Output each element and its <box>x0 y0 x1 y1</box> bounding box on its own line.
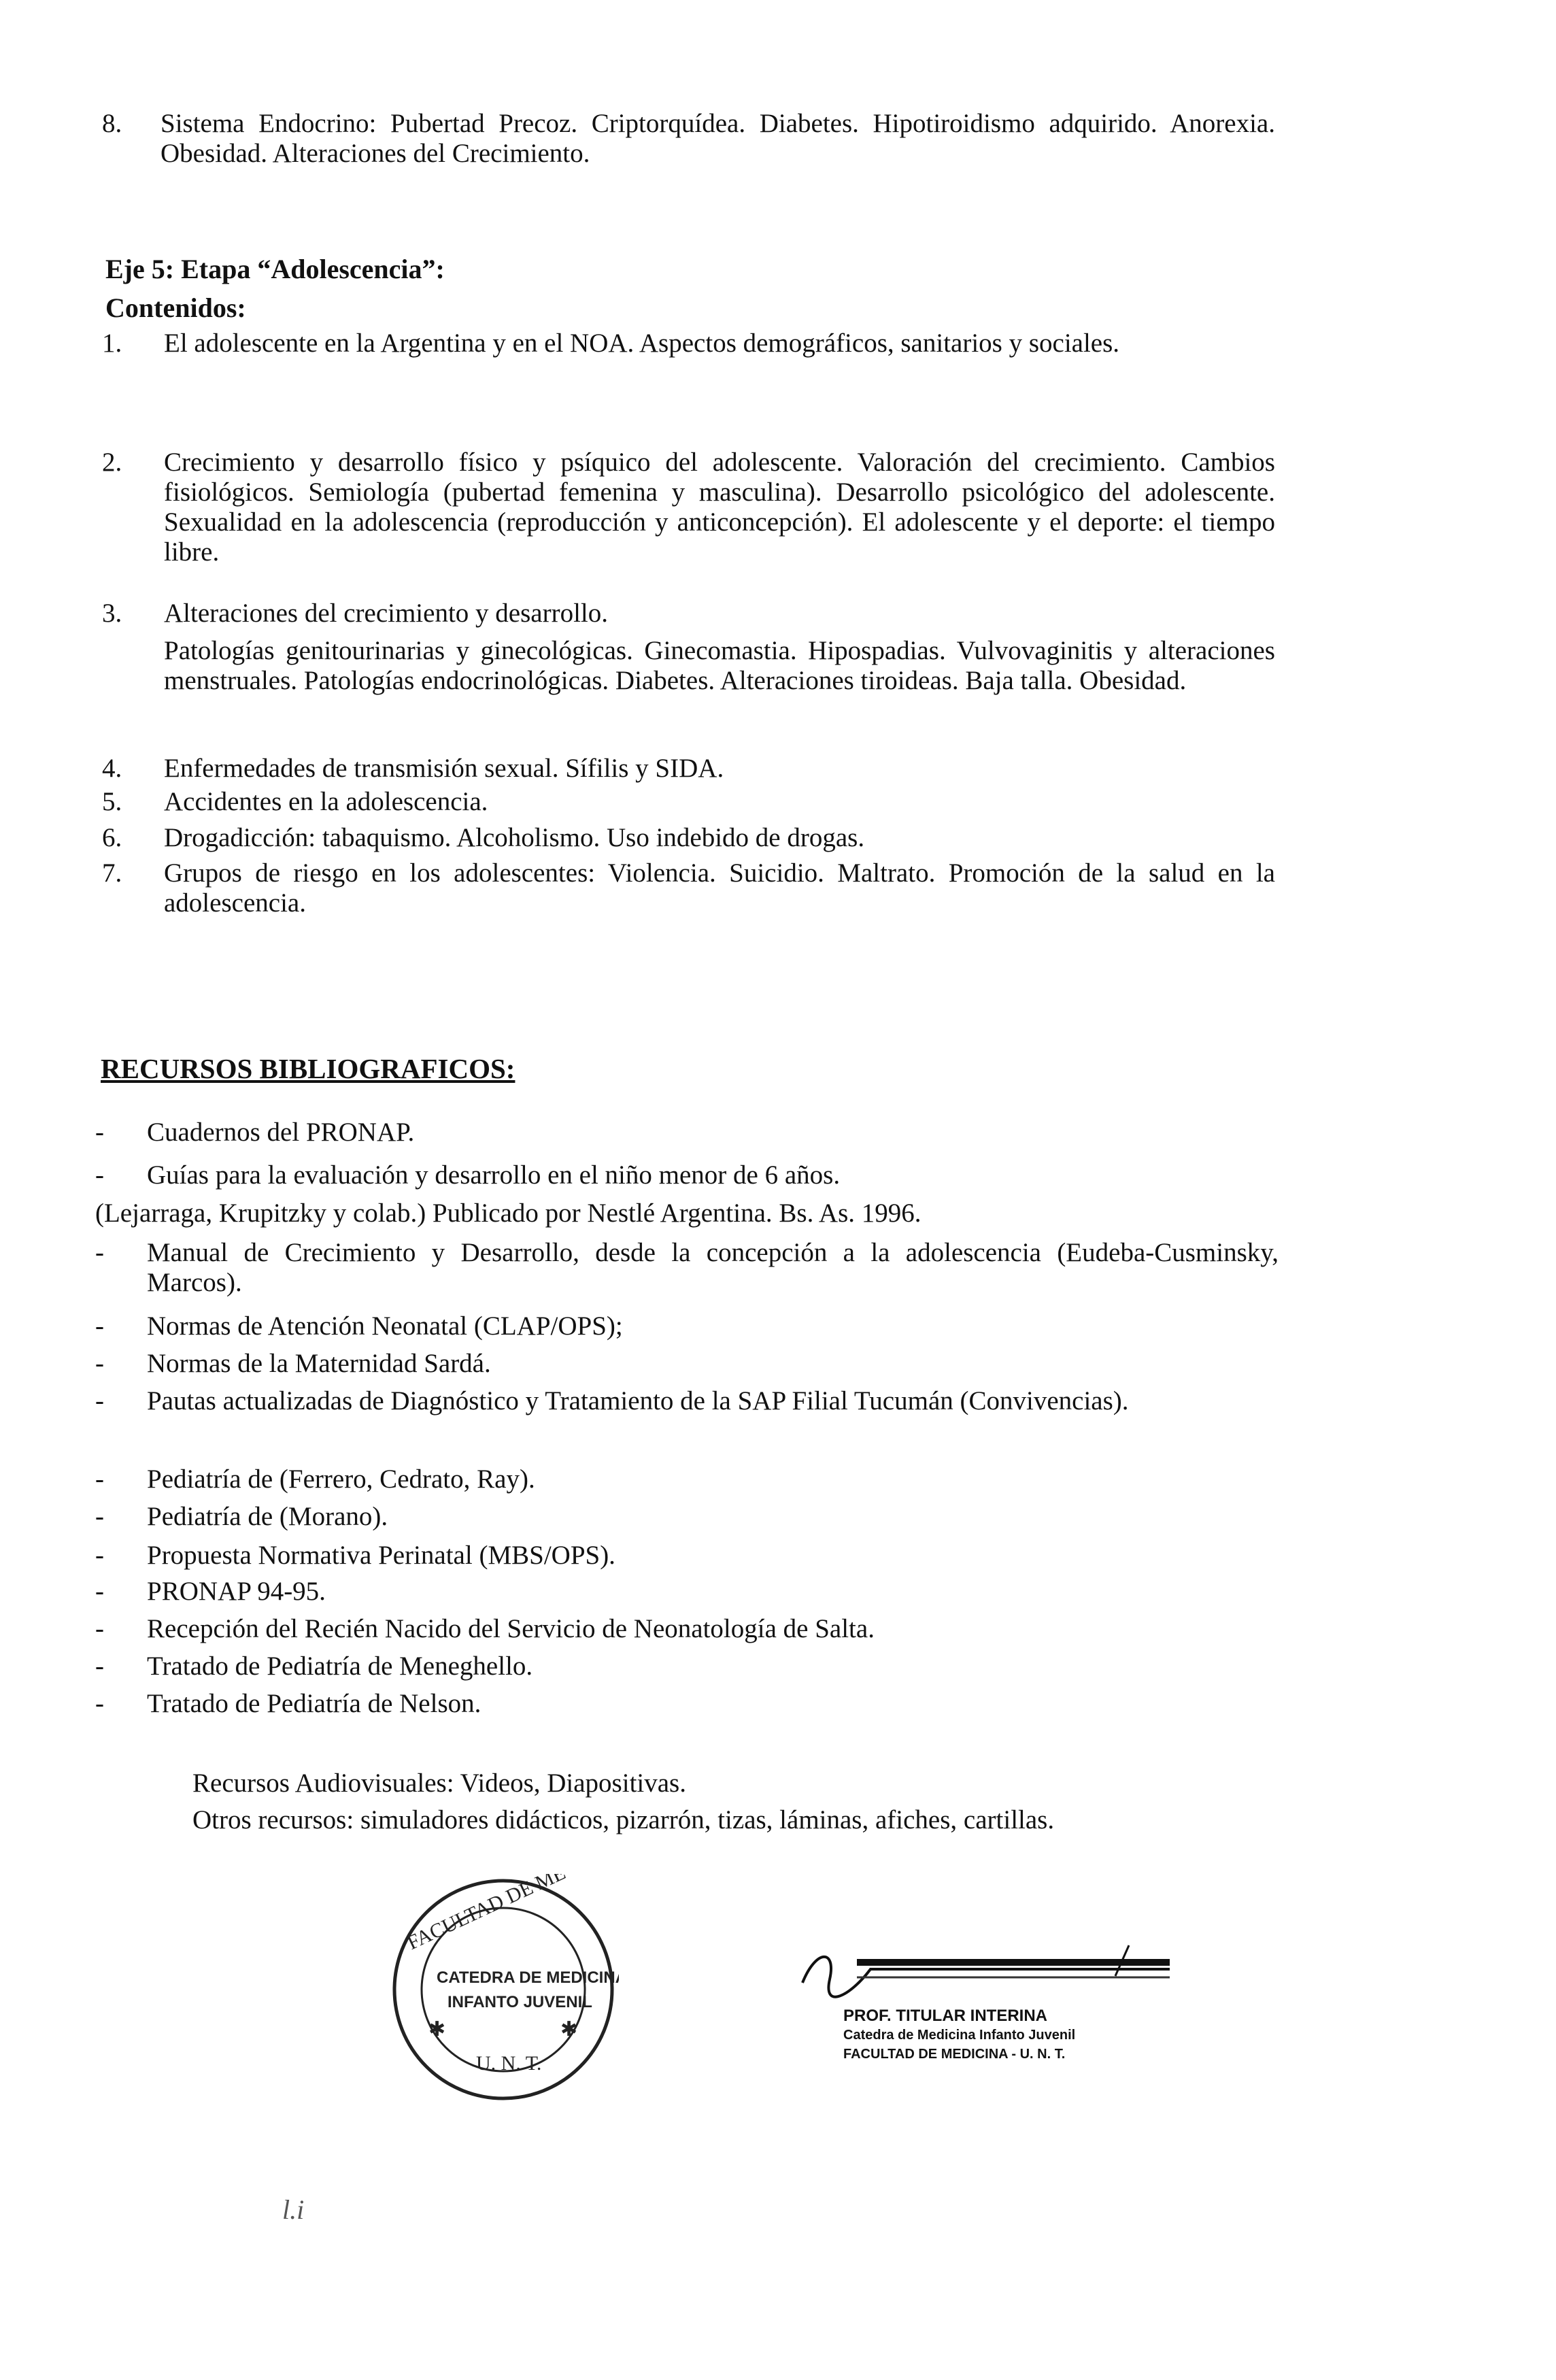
item-text: Enfermedades de transmisión sexual. Sífilis y SIDA. <box>164 754 724 783</box>
bullet: - <box>95 1577 104 1606</box>
bullet: - <box>95 1614 104 1643</box>
faculty-stamp <box>388 1874 619 2105</box>
bullet: - <box>95 1502 104 1531</box>
bullet: - <box>95 1386 104 1415</box>
section-8-number: 8. <box>102 109 122 138</box>
bullet: - <box>95 1464 104 1494</box>
stamp-star-left-icon: ✱ <box>428 2018 446 2041</box>
stamp-seal <box>388 1874 619 2105</box>
signature-catedra: Catedra de Medicina Infanto Juvenil <box>843 2028 1076 2043</box>
stamp-bottom-text: U. N. T. <box>476 2052 542 2075</box>
bib-item-8 <box>95 1502 1279 1532</box>
item-number: 6. <box>102 823 122 852</box>
eje-5-item-4 <box>102 754 1275 784</box>
signature-facultad: FACULTAD DE MEDICINA - U. N. T. <box>843 2047 1066 2062</box>
eje-5-item-6 <box>102 823 1275 853</box>
page-initials: l.i <box>282 2194 305 2225</box>
bullet: - <box>95 1541 104 1570</box>
stamp-top-text: FACULTAD DE ME <box>403 1874 569 1955</box>
bib-text: Pediatría de (Morano). <box>147 1502 388 1531</box>
item-text: El adolescente en la Argentina y en el NOA. Aspectos demográficos, sanitarios y sociales. <box>164 329 1120 358</box>
stamp-line-1: CATEDRA DE MEDICINA <box>437 1968 619 1987</box>
bib-item-10 <box>95 1577 1279 1607</box>
bib-item-1 <box>95 1118 1279 1147</box>
recursos-audiovisuales: Recursos Audiovisuales: Videos, Diapositivas. <box>192 1769 686 1798</box>
signature-title: PROF. TITULAR INTERINA <box>843 2007 1047 2025</box>
bib-item-4 <box>95 1311 1279 1341</box>
item-text: Accidentes en la adolescencia. <box>164 787 488 816</box>
bib-text: Normas de Atención Neonatal (CLAP/OPS); <box>147 1311 623 1341</box>
item-number: 7. <box>102 858 122 888</box>
bib-item-5 <box>95 1349 1279 1379</box>
item-text: Alteraciones del crecimiento y desarrollo. <box>164 599 608 628</box>
eje-5-item-3-detail: Patologías genitourinarias y ginecológicas. Ginecomastia. Hipospadias. Vulvovaginitis y alteraciones menstruales. Patologías endocrinológicas. Diabetes. Alteraciones tiroideas. Baja talla. Obesidad. <box>164 636 1275 695</box>
bib-text: Propuesta Normativa Perinatal (MBS/OPS). <box>147 1541 615 1570</box>
signature-block <box>789 1942 1197 2119</box>
item-number: 2. <box>102 448 122 477</box>
bib-text: Tratado de Pediatría de Meneghello. <box>147 1652 533 1681</box>
bullet: - <box>95 1689 104 1718</box>
bib-item-2-continuation: (Lejarraga, Krupitzky y colab.) Publicado por Nestlé Argentina. Bs. As. 1996. <box>95 1199 921 1228</box>
bib-item-7 <box>95 1464 1279 1494</box>
stamp-star-right-icon: ✱ <box>560 2018 578 2041</box>
eje-5-item-5 <box>102 787 1275 817</box>
bullet: - <box>95 1118 104 1147</box>
signature-scrawl <box>789 1942 1197 2003</box>
bib-text: Pautas actualizadas de Diagnóstico y Tratamiento de la SAP Filial Tucumán (Convivencias). <box>147 1386 1129 1415</box>
bib-text: Normas de la Maternidad Sardá. <box>147 1349 491 1378</box>
bib-text: Pediatría de (Ferrero, Cedrato, Ray). <box>147 1464 535 1494</box>
bib-item-11 <box>95 1614 1279 1644</box>
eje-5-item-1 <box>102 329 1275 397</box>
eje-5-item-3 <box>102 599 1275 628</box>
bullet: - <box>95 1652 104 1681</box>
bib-item-6 <box>95 1386 1279 1454</box>
bullet: - <box>95 1238 104 1267</box>
section-8-text: Sistema Endocrino: Pubertad Precoz. Criptorquídea. Diabetes. Hipotiroidismo adquirido. Anorexia. Obesidad. Alteraciones del Crecimiento. <box>160 109 1275 168</box>
bib-text: Tratado de Pediatría de Nelson. <box>147 1689 481 1718</box>
otros-recursos: Otros recursos: simuladores didácticos, pizarrón, tizas, láminas, afiches, cartillas. <box>192 1805 1055 1834</box>
bib-item-9 <box>95 1541 1279 1571</box>
item-text: Crecimiento y desarrollo físico y psíquico del adolescente. Valoración del crecimiento. Cambios fisiológicos. Semiología (pubertad femenina y masculina). Desarrollo psicológico del adolescente. Sexualidad en la adolescencia (reproducción y anticoncepción). El adolescente y el deporte: el tiempo libre. <box>164 448 1275 567</box>
bib-text: Cuadernos del PRONAP. <box>147 1118 415 1147</box>
bib-text: Guías para la evaluación y desarrollo en el niño menor de 6 años. <box>147 1160 841 1190</box>
bib-item-3 <box>95 1238 1279 1306</box>
eje-5-item-7 <box>102 858 1275 926</box>
item-text: Grupos de riesgo en los adolescentes: Violencia. Suicidio. Maltrato. Promoción de la salud en la adolescencia. <box>164 858 1275 918</box>
bib-text: Recepción del Recién Nacido del Servicio de Neonatología de Salta. <box>147 1614 875 1643</box>
bib-item-2 <box>95 1160 1279 1190</box>
contenidos-label: Contenidos: <box>105 292 246 323</box>
eje-5-heading: Eje 5: Etapa “Adolescencia”: <box>105 254 445 284</box>
bullet: - <box>95 1311 104 1341</box>
bib-text: Manual de Crecimiento y Desarrollo, desde la concepción a la adolescencia (Eudeba-Cusminsky, Marcos). <box>147 1238 1279 1297</box>
eje-5-item-2 <box>102 448 1275 604</box>
stamp-line-2: INFANTO JUVENIL <box>447 1993 592 2011</box>
section-8 <box>102 109 1275 177</box>
bib-item-13 <box>95 1689 1279 1719</box>
bullet: - <box>95 1160 104 1190</box>
bib-item-12 <box>95 1652 1279 1681</box>
item-number: 4. <box>102 754 122 783</box>
item-number: 5. <box>102 787 122 816</box>
bib-text: PRONAP 94-95. <box>147 1577 326 1606</box>
item-number: 1. <box>102 329 122 358</box>
bullet: - <box>95 1349 104 1378</box>
item-text: Drogadicción: tabaquismo. Alcoholismo. Uso indebido de drogas. <box>164 823 865 852</box>
item-number: 3. <box>102 599 122 628</box>
recursos-heading: RECURSOS BIBLIOGRAFICOS: <box>101 1053 515 1084</box>
